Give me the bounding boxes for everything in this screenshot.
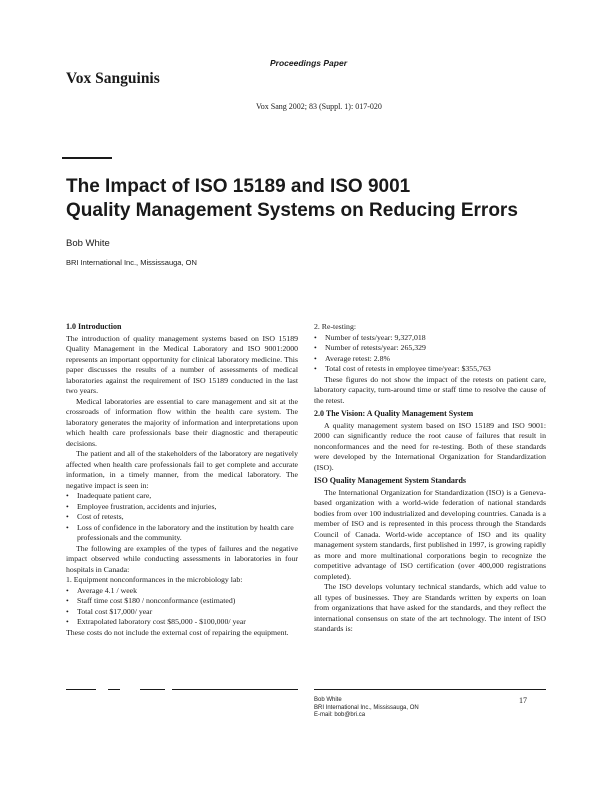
retest-list	[314, 333, 546, 375]
title-rule	[62, 157, 112, 159]
numbered-item: 1. Equipment nonconformances in the microbiology lab:	[66, 575, 243, 584]
footer-name: Bob White	[314, 697, 342, 703]
paragraph: These costs do not include the external cost of repairing the equipment.	[66, 627, 289, 637]
list-item: • Loss of confidence in the laboratory and the institution by health care professionals and the community.	[66, 523, 298, 544]
paragraph: These figures do not show the impact of the retests on patient care, laboratory capacity, turn-around time or staff time to resolve the cause of the retest.	[314, 374, 546, 405]
title-line: Quality Management Systems on Reducing Errors	[66, 200, 518, 221]
equipment-list	[66, 586, 298, 628]
paragraph: The International Organization for Standardization (ISO) is a Geneva-based organization with a world-wide federation of national standards bodies from over 100 industrialized and developing countries. Canada is a member of ISO and is represented in this process through the Standards Council of Canada. World-wide acceptance of ISO and its quality management system standards, first published in 1997, is growing rapidly as more and more multinational corporations begin to recognize the competitive advantage of ISO certification (over 400,000 registrations completed).	[314, 487, 546, 581]
list-item: • Average 4.1 / week	[66, 586, 298, 597]
footer-rule	[172, 689, 298, 690]
impact-list	[66, 491, 298, 544]
paper-type: Proceedings Paper	[270, 58, 348, 68]
list-item: • Staff time cost $180 / nonconformance (estimated)	[66, 596, 298, 607]
list-item: • Extrapolated laboratory cost $85,000 - $100,000/ year	[66, 617, 298, 628]
list-item: • Average retest: 2.8%	[314, 354, 546, 365]
section-heading-introduction: 1.0 Introduction	[66, 322, 122, 331]
paragraph: A quality management system based on ISO 15189 and ISO 9001: 2000 can significantly reduce the root cause of failures that result in nonconformances and the need for re-testing. Both of these standards were developed by the International Organization for Standardization (ISO).	[314, 420, 546, 472]
footer-email: E-mail: bob@bri.ca	[314, 712, 366, 718]
footer-rule	[314, 689, 546, 690]
affiliation: BRI International Inc., Mississauga, ON	[66, 258, 197, 267]
list-item: • Cost of retests,	[66, 512, 298, 523]
list-item: • Number of retests/year: 265,329	[314, 343, 546, 354]
numbered-item: 2. Re-testing:	[314, 322, 357, 331]
paragraph: Medical laboratories are essential to care management and sit at the crossroads of information flow within the health care system. The laboratory generates the majority of information and interpretations upon which health care professionals base their diagnostic and therapeutic decisions.	[66, 396, 298, 448]
list-item: • Employee frustration, accidents and injuries,	[66, 502, 298, 513]
list-item: • Total cost of retests in employee time/year: $355,763	[314, 364, 546, 375]
footer-correspondence	[314, 697, 419, 720]
list-item: • Inadequate patient care,	[66, 491, 298, 502]
list-item: • Number of tests/year: 9,327,018	[314, 333, 546, 344]
left-column	[66, 322, 298, 638]
author: Bob White	[66, 238, 110, 249]
paragraph: The following are examples of the types of failures and the negative impact observed while conducting assessments in laboratories in four hospitals in Canada:	[66, 543, 298, 574]
paragraph: The ISO develops voluntary technical standards, which add value to all types of businesses. They are Standards written by experts on loan from organizations that have asked for the standards, and they reflect the international consensus on state of the art technology. The intent of ISO standards is:	[314, 582, 546, 633]
paragraph: The introduction of quality management systems based on ISO 15189 Quality Management in the Medical Laboratory and ISO 9001:2000 represents an important opportunity for clinical laboratory medicine. This paper discusses the results of a number of assessments of medical laboratories against the requirement of ISO 15189 conducted in the last two years.	[66, 333, 298, 395]
paragraph: The patient and all of the stakeholders of the laboratory are negatively affected when health care professionals fail to get complete and accurate information, in a timely manner, from the medical laboratory. The negative impact is seen in:	[66, 449, 298, 490]
journal-name: Vox Sanguinis	[66, 70, 160, 87]
title-line: The Impact of ISO 15189 and ISO 9001	[66, 176, 411, 197]
footer-rule	[66, 689, 96, 690]
article-title	[66, 175, 518, 223]
footer-affiliation: BRI International Inc., Mississauga, ON	[314, 704, 419, 711]
right-column	[314, 322, 546, 635]
page-number: 17	[519, 696, 527, 705]
footer-rule	[140, 689, 165, 690]
list-item: • Total cost $17,000/ year	[66, 607, 298, 618]
footer-rule	[108, 689, 120, 690]
section-heading-iso-standards: ISO Quality Management System Standards	[314, 476, 467, 485]
section-heading-vision: 2.0 The Vision: A Quality Management System	[314, 409, 474, 418]
citation: Vox Sang 2002; 83 (Suppl. 1): 017-020	[256, 102, 382, 111]
